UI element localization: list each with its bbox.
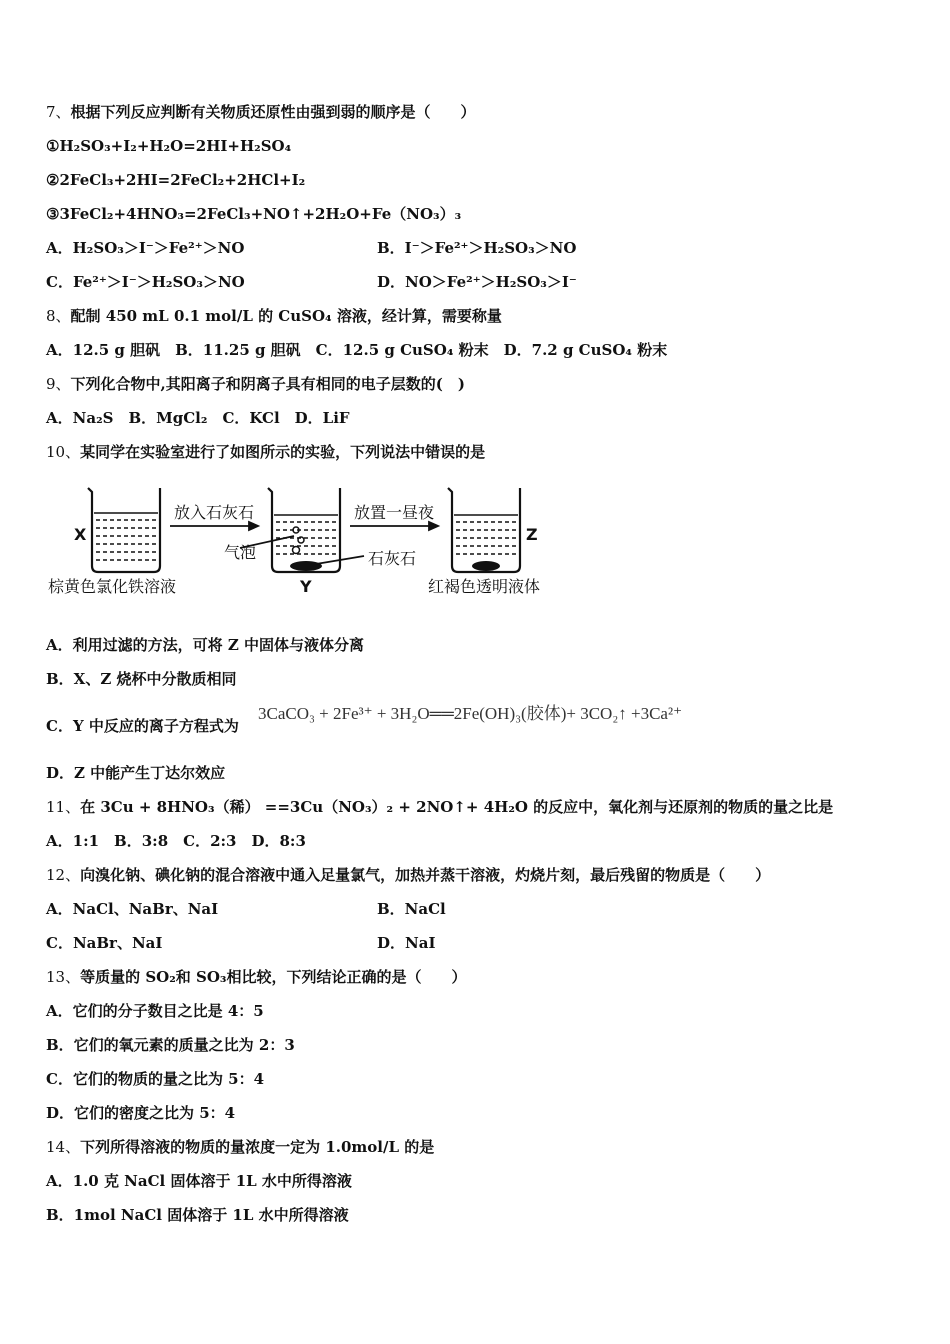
- q13-number: 13、: [46, 968, 81, 986]
- q14-option-b: B．1mol NaCl 固体溶于 1L 水中所得溶液: [46, 1206, 349, 1224]
- q10-option-c-equation: 3CaCO₃ + 2Fe³⁺ + 3H₂O══2Fe(OH)₃(胶体)+ 3CO₂↑ +3Ca²⁺: [258, 704, 683, 723]
- q7-stem: [46, 102, 476, 122]
- q11-stem-text: 在 3Cu + 8HNO₃（稀） ==3Cu（NO₃）₂ + 2NO↑+ 4H₂O 的反应中，氧化剂与还原剂的物质的量之比是: [80, 798, 834, 816]
- q9-number: 9、: [46, 375, 71, 393]
- label-y: Y: [300, 577, 312, 596]
- q11-number: 11、: [46, 798, 81, 816]
- q14-stem: [46, 1137, 434, 1157]
- experiment-diagram: [46, 480, 566, 605]
- limestone-z: [472, 561, 500, 571]
- q10-option-b: B．X、Z 烧杯中分散质相同: [46, 670, 237, 688]
- q13-option-d: D．它们的密度之比为 5：4: [46, 1104, 236, 1122]
- q9-stem-text: 下列化合物中,其阳离子和阴离子具有相同的电子层数的( ): [70, 375, 465, 393]
- q7-option-d: D．NO＞Fe²⁺＞H₂SO₃＞I⁻: [377, 273, 577, 291]
- q12-number: 12、: [46, 866, 81, 884]
- q12-option-c: C．NaBr、NaI: [46, 934, 163, 952]
- q7-reaction-1: ①H₂SO₃+I₂+H₂O=2HI+H₂SO₄: [46, 137, 292, 155]
- caption-right: 红褐色透明液体: [428, 577, 541, 596]
- label-x: X: [74, 525, 87, 544]
- q7-reaction-3: ③3FeCl₂+4HNO₃=2FeCl₃+NO↑+2H₂O+Fe（NO₃）₃: [46, 205, 462, 223]
- q12-option-b: B．NaCl: [377, 900, 446, 918]
- q10-option-a: A．利用过滤的方法，可将 Z 中固体与液体分离: [46, 636, 365, 654]
- q9-stem: [46, 374, 465, 394]
- q12-option-a: A．NaCl、NaBr、NaI: [46, 900, 219, 918]
- q7-stem-text: 根据下列反应判断有关物质还原性由强到弱的顺序是（ ）: [70, 103, 476, 121]
- q7-number: 7、: [46, 103, 71, 121]
- q7-option-c: C．Fe²⁺＞I⁻＞H₂SO₃＞NO: [46, 273, 245, 291]
- q7-reaction-2: ②2FeCl₃+2HI=2FeCl₂+2HCl+I₂: [46, 171, 306, 189]
- q9-options: A．Na₂S B．MgCl₂ C．KCl D．LiF: [46, 409, 350, 427]
- q12-option-d: D．NaI: [377, 934, 436, 952]
- q13-stem: [46, 967, 466, 987]
- bubble-label: 气泡: [224, 543, 257, 562]
- q8-stem-text: 配制 450 mL 0.1 mol/L 的 CuSO₄ 溶液，经计算，需要称量: [70, 307, 502, 325]
- q7-option-a: A．H₂SO₃＞I⁻＞Fe²⁺＞NO: [46, 239, 245, 257]
- arrow2-label: 放置一昼夜: [354, 503, 435, 522]
- stone-label: 石灰石: [368, 549, 417, 568]
- q13-option-a: A．它们的分子数目之比是 4：5: [46, 1002, 264, 1020]
- q14-option-a: A．1.0 克 NaCl 固体溶于 1L 水中所得溶液: [46, 1172, 352, 1190]
- limestone-y: [290, 561, 322, 571]
- q10-stem-text: 某同学在实验室进行了如图所示的实验，下列说法中错误的是: [80, 443, 486, 461]
- q11-options: A．1:1 B．3:8 C．2:3 D．8:3: [46, 832, 306, 850]
- q14-stem-text: 下列所得溶液的物质的量浓度一定为 1.0mol/L 的是: [80, 1138, 435, 1156]
- caption-left: 棕黄色氯化铁溶液: [48, 577, 177, 596]
- q8-stem: [46, 306, 502, 326]
- q13-option-c: C．它们的物质的量之比为 5：4: [46, 1070, 265, 1088]
- label-z: Z: [526, 525, 538, 544]
- q10-number: 10、: [46, 443, 81, 461]
- q12-stem-text: 向溴化钠、碘化钠的混合溶液中通入足量氯气，加热并蒸干溶液，灼烧片刻，最后残留的物质是（ ）: [80, 866, 771, 884]
- q10-option-d: D．Z 中能产生丁达尔效应: [46, 764, 226, 782]
- q13-stem-text: 等质量的 SO₂和 SO₃相比较，下列结论正确的是（ ）: [80, 968, 467, 986]
- q13-option-b: B．它们的氧元素的质量之比为 2：3: [46, 1036, 295, 1054]
- q10-option-c: C．Y 中反应的离子方程式为: [46, 717, 239, 735]
- q14-number: 14、: [46, 1138, 81, 1156]
- q10-stem: [46, 442, 485, 462]
- q8-number: 8、: [46, 307, 71, 325]
- bubbles: [293, 527, 305, 554]
- arrow1-label: 放入石灰石: [174, 503, 255, 522]
- q12-stem: [46, 865, 770, 885]
- q11-stem: [46, 797, 833, 817]
- q7-option-b: B．I⁻＞Fe²⁺＞H₂SO₃＞NO: [377, 239, 577, 257]
- q8-options: A．12.5 g 胆矾 B．11.25 g 胆矾 C．12.5 g CuSO₄ 粉末 D．7.2 g CuSO₄ 粉末: [46, 341, 668, 359]
